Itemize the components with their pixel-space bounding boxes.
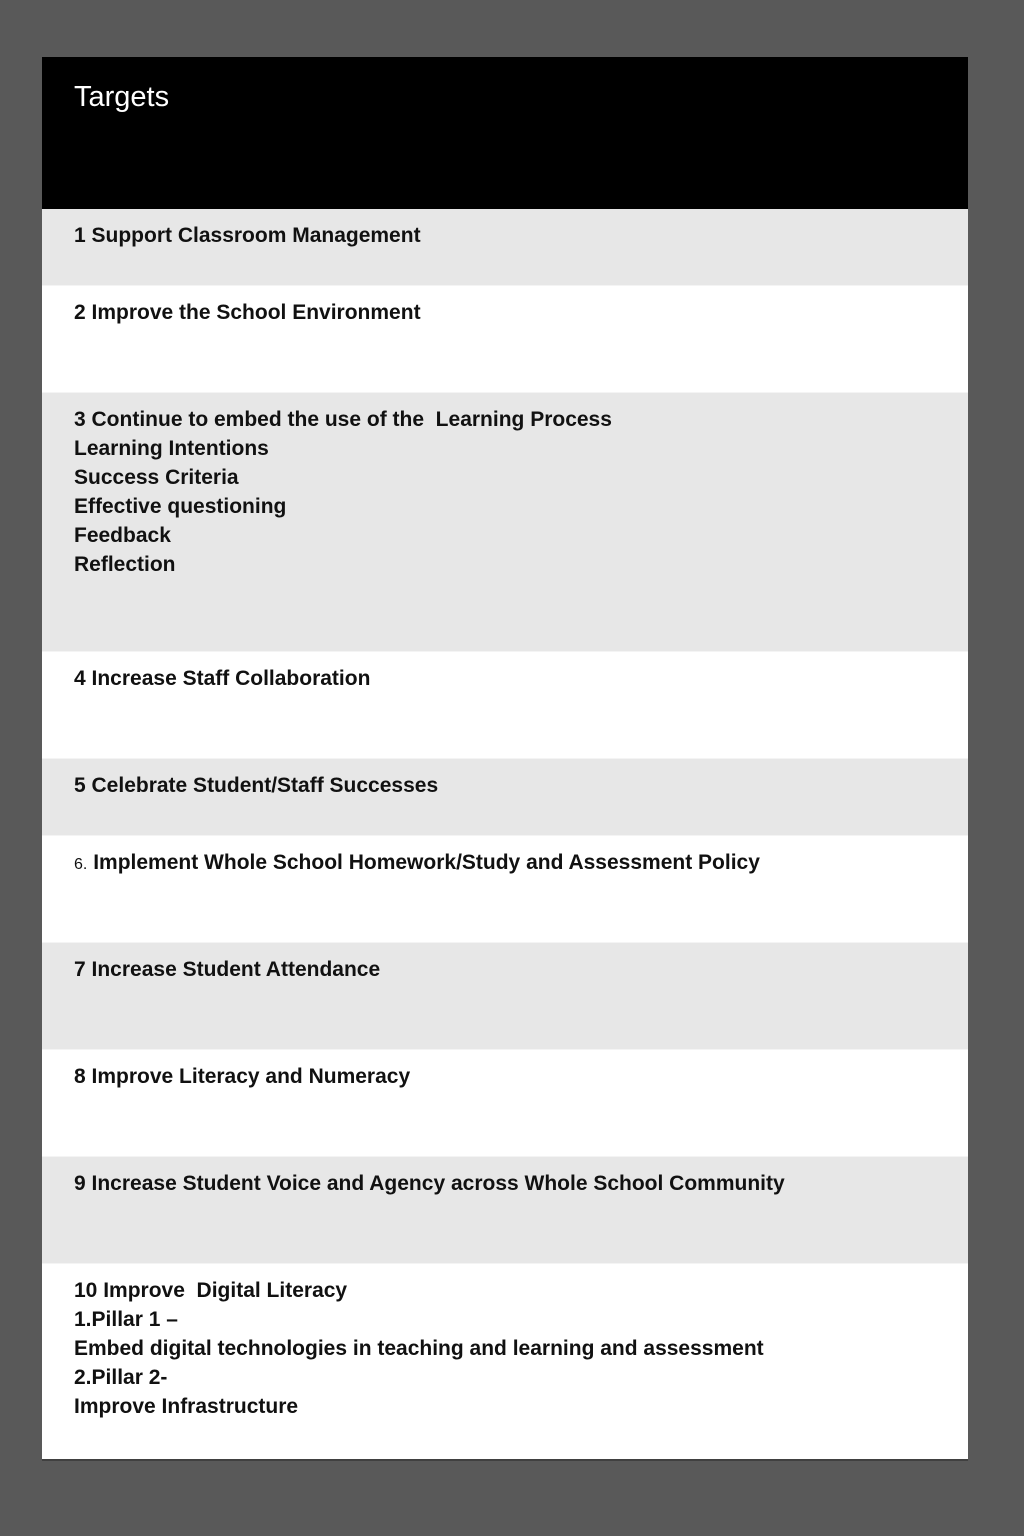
target-6-title: Implement Whole School Homework/Study and Assessment Policy bbox=[93, 851, 760, 874]
target-row-10 bbox=[42, 1264, 968, 1459]
target-4-title: 4 Increase Staff Collaboration bbox=[74, 667, 371, 690]
header-bar bbox=[42, 57, 968, 209]
target-8-title: 8 Improve Literacy and Numeracy bbox=[74, 1065, 411, 1088]
target-10-title: 10 Improve Digital Literacy bbox=[74, 1279, 348, 1302]
target-row-3 bbox=[42, 393, 968, 652]
target-7-title: 7 Increase Student Attendance bbox=[74, 958, 381, 981]
target-1-title: 1 Support Classroom Management bbox=[74, 224, 421, 247]
target-3-item-effective-questioning: Effective questioning bbox=[74, 495, 287, 518]
target-10-pillar-1: 1.Pillar 1 – bbox=[74, 1308, 178, 1331]
target-10-pillar-1-text: Embed digital technologies in teaching and learning and assessment bbox=[74, 1337, 764, 1360]
target-row-7 bbox=[42, 943, 968, 1050]
target-row-9 bbox=[42, 1157, 968, 1264]
page-title: Targets bbox=[74, 81, 170, 113]
target-3-item-learning-intentions: Learning Intentions bbox=[74, 437, 269, 460]
target-6-title-line bbox=[74, 848, 936, 879]
target-5-title: 5 Celebrate Student/Staff Successes bbox=[74, 774, 439, 797]
target-row-5 bbox=[42, 759, 968, 836]
target-row-8 bbox=[42, 1050, 968, 1157]
target-row-4 bbox=[42, 652, 968, 759]
target-9-title: 9 Increase Student Voice and Agency across Whole School Community bbox=[74, 1172, 785, 1195]
target-10-pillar-2: 2.Pillar 2- bbox=[74, 1366, 168, 1389]
targets-slide bbox=[42, 57, 968, 1461]
target-3-item-feedback: Feedback bbox=[74, 524, 171, 547]
target-3-item-reflection: Reflection bbox=[74, 553, 176, 576]
target-10-pillar-2-text: Improve Infrastructure bbox=[74, 1395, 299, 1418]
target-row-1 bbox=[42, 209, 968, 286]
target-row-6 bbox=[42, 836, 968, 943]
target-3-title: 3 Continue to embed the use of the Learning Process bbox=[74, 408, 612, 431]
target-6-number: 6. bbox=[74, 856, 88, 873]
target-row-2 bbox=[42, 286, 968, 393]
target-2-title: 2 Improve the School Environment bbox=[74, 301, 421, 324]
target-3-item-success-criteria: Success Criteria bbox=[74, 466, 239, 489]
